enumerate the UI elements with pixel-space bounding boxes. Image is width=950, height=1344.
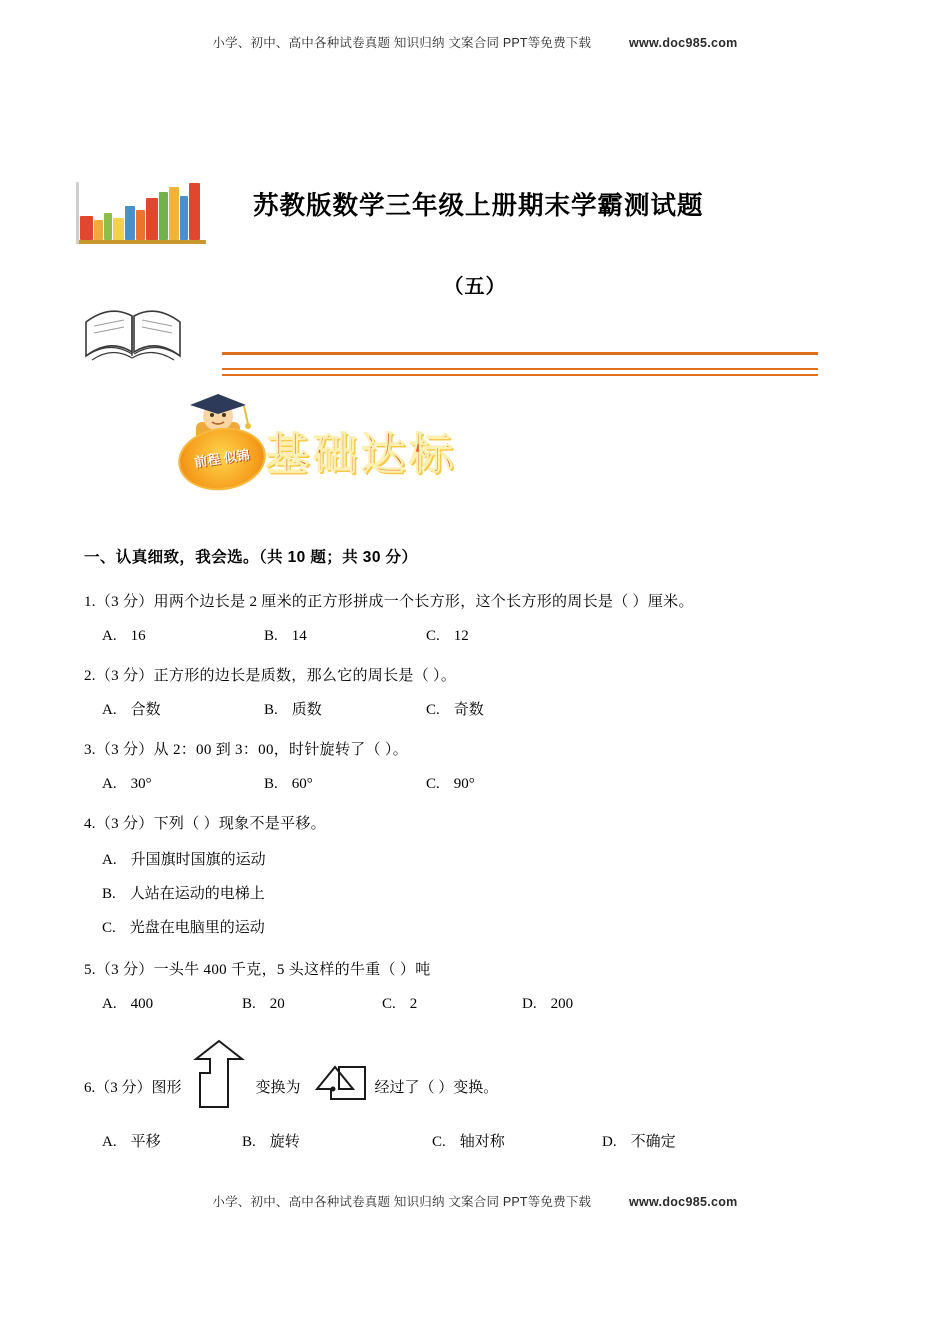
option-a[interactable] bbox=[102, 621, 264, 651]
option-text: 16 bbox=[130, 628, 146, 644]
option-a[interactable] bbox=[102, 1127, 242, 1157]
question-stem: 3.（3 分）从 2：00 到 3：00，时针旋转了（ ）。 bbox=[84, 742, 409, 758]
option-label: C. bbox=[426, 702, 440, 718]
option-text: 14 bbox=[291, 628, 307, 644]
option-b[interactable] bbox=[242, 989, 382, 1019]
title-row bbox=[78, 178, 878, 242]
question-options bbox=[84, 621, 874, 651]
option-label: C. bbox=[102, 920, 116, 936]
option-label: C. bbox=[432, 1134, 446, 1150]
option-b[interactable] bbox=[264, 621, 426, 651]
question-5 bbox=[84, 955, 874, 1019]
option-c[interactable] bbox=[426, 769, 588, 799]
divider-rule-3 bbox=[222, 374, 818, 376]
option-c[interactable] bbox=[426, 695, 588, 725]
section-heading: 一、认真细致，我会选。（共 10 题；共 30 分） bbox=[84, 549, 418, 566]
option-text: 90° bbox=[453, 776, 475, 792]
option-label: B. bbox=[242, 996, 256, 1012]
question-stem: 1.（3 分）用两个边长是 2 厘米的正方形拼成一个长方形，这个长方形的周长是（ ）厘米。 bbox=[84, 594, 694, 610]
option-a[interactable] bbox=[102, 843, 874, 877]
option-text: 合数 bbox=[130, 702, 161, 718]
question-options bbox=[84, 989, 874, 1019]
question-options bbox=[84, 1127, 874, 1157]
option-text: 2 bbox=[409, 996, 418, 1012]
option-text: 光盘在电脑里的运动 bbox=[129, 920, 265, 936]
arrow-shape-left-icon bbox=[307, 1039, 369, 1109]
option-c[interactable] bbox=[382, 989, 522, 1019]
option-text: 400 bbox=[130, 996, 154, 1012]
option-d[interactable] bbox=[602, 1127, 676, 1157]
option-text: 30° bbox=[130, 776, 152, 792]
option-label: C. bbox=[426, 776, 440, 792]
option-label: A. bbox=[102, 852, 117, 868]
option-label: A. bbox=[102, 702, 117, 718]
question-options bbox=[84, 843, 874, 945]
books-icon bbox=[78, 178, 210, 240]
watermark-site: www.doc985.com bbox=[628, 1195, 738, 1209]
question-2 bbox=[84, 661, 874, 725]
watermark-text: 小学、初中、高中各种试卷真题 知识归纳 文案合同 PPT等免费下载 bbox=[212, 36, 592, 50]
arrow-shape-up-icon bbox=[188, 1039, 250, 1109]
option-label: B. bbox=[102, 886, 116, 902]
question-stem-middle: 变换为 bbox=[255, 1080, 301, 1096]
option-label: A. bbox=[102, 776, 117, 792]
question-stem-prefix: 6.（3 分）图形 bbox=[84, 1080, 182, 1096]
option-d[interactable] bbox=[522, 989, 662, 1019]
question-options bbox=[84, 769, 874, 799]
option-text: 20 bbox=[269, 996, 285, 1012]
divider-rule-2 bbox=[222, 368, 818, 370]
option-a[interactable] bbox=[102, 695, 264, 725]
questions-container bbox=[84, 545, 874, 1167]
option-b[interactable] bbox=[242, 1127, 432, 1157]
option-text: 人站在运动的电梯上 bbox=[129, 886, 265, 902]
question-stem: 4.（3 分）下列（ ）现象不是平移。 bbox=[84, 816, 326, 832]
option-text: 旋转 bbox=[269, 1134, 300, 1150]
option-label: A. bbox=[102, 996, 117, 1012]
option-label: B. bbox=[242, 1134, 256, 1150]
option-label: C. bbox=[426, 628, 440, 644]
header-watermark bbox=[0, 33, 950, 51]
question-options bbox=[84, 695, 874, 725]
question-stem: 2.（3 分）正方形的边长是质数，那么它的周长是（ ）。 bbox=[84, 668, 457, 684]
option-label: B. bbox=[264, 628, 278, 644]
option-a[interactable] bbox=[102, 769, 264, 799]
question-1 bbox=[84, 587, 874, 651]
option-label: B. bbox=[264, 702, 278, 718]
option-text: 平移 bbox=[130, 1134, 161, 1150]
option-c[interactable] bbox=[432, 1127, 602, 1157]
option-c[interactable] bbox=[102, 911, 874, 945]
option-label: D. bbox=[522, 996, 537, 1012]
divider-rule-1 bbox=[222, 352, 818, 355]
question-stem-suffix: 经过了（ ）变换。 bbox=[374, 1080, 499, 1096]
option-text: 200 bbox=[550, 996, 574, 1012]
option-label: B. bbox=[264, 776, 278, 792]
option-text: 轴对称 bbox=[459, 1134, 505, 1150]
option-b[interactable] bbox=[264, 695, 426, 725]
option-text: 升国旗时国旗的运动 bbox=[130, 852, 266, 868]
open-book-icon bbox=[80, 300, 190, 372]
option-text: 不确定 bbox=[630, 1134, 676, 1150]
option-text: 质数 bbox=[291, 702, 322, 718]
page-subtitle: （五） bbox=[443, 276, 507, 298]
option-label: D. bbox=[602, 1134, 617, 1150]
page-title: 苏教版数学三年级上册期末学霸测试题 bbox=[253, 192, 704, 220]
option-label: A. bbox=[102, 628, 117, 644]
question-stem-with-figures bbox=[84, 1033, 874, 1109]
option-a[interactable] bbox=[102, 989, 242, 1019]
question-3 bbox=[84, 735, 874, 799]
question-stem: 5.（3 分）一头牛 400 千克，5 头这样的牛重（ ）吨 bbox=[84, 962, 431, 978]
section-banner bbox=[80, 388, 457, 503]
option-text: 12 bbox=[453, 628, 469, 644]
option-b[interactable] bbox=[102, 877, 874, 911]
option-text: 奇数 bbox=[453, 702, 484, 718]
option-label: A. bbox=[102, 1134, 117, 1150]
banner-title: 基础达标 bbox=[265, 430, 457, 479]
option-label: C. bbox=[382, 996, 396, 1012]
question-4 bbox=[84, 809, 874, 945]
badge-label: 前程 似锦 bbox=[193, 447, 251, 470]
footer-watermark bbox=[0, 1192, 950, 1210]
option-b[interactable] bbox=[264, 769, 426, 799]
option-text: 60° bbox=[291, 776, 313, 792]
watermark-site: www.doc985.com bbox=[628, 36, 738, 50]
question-6 bbox=[84, 1033, 874, 1157]
watermark-text: 小学、初中、高中各种试卷真题 知识归纳 文案合同 PPT等免费下载 bbox=[212, 1195, 592, 1209]
option-c[interactable] bbox=[426, 621, 588, 651]
